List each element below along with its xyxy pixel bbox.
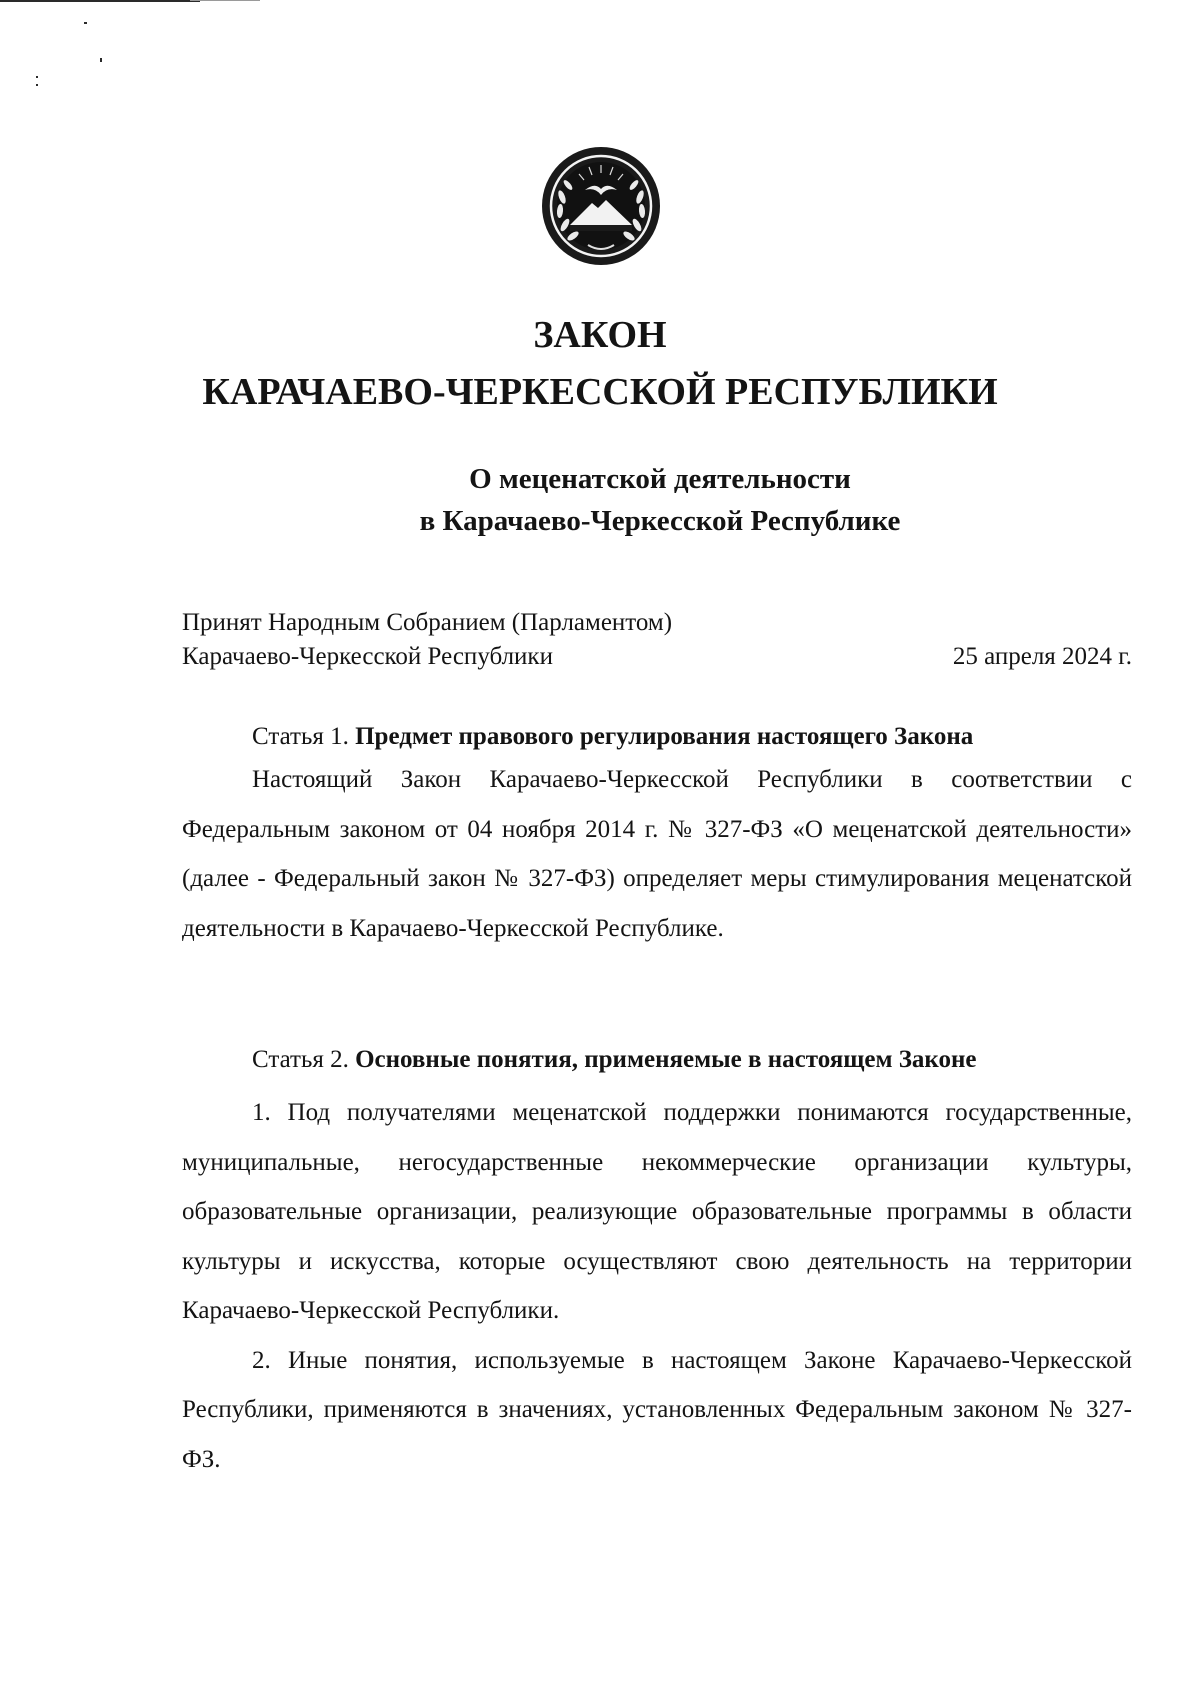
article-title: Основные понятия, применяемые в настоящем Законе <box>355 1046 977 1073</box>
scan-artifact-dot <box>36 84 38 86</box>
subtitle-line-1: О меценатской деятельности <box>469 463 851 495</box>
article-2 <box>182 1042 1132 1484</box>
article-heading <box>182 719 1132 755</box>
article-paragraph: 1. Под получателями меценатской поддержки понимаются государственные, муниципальные, негосударственные некоммерческие организации культуры, образовательные организации, реализующие образовательные программы в области культуры и искусства, которые осуществляют свою деятельность на территории Карачаево-Черкесской Республики. <box>182 1099 1132 1324</box>
article-paragraph: 2. Иные понятия, используемые в настоящем Законе Карачаево-Черкесской Республики, применяются в значениях, установленных Федеральным законом № 327-ФЗ. <box>182 1346 1132 1473</box>
scan-artifact-dot <box>84 22 87 24</box>
adopted-by-republic: Карачаево-Черкесской Республики <box>182 643 553 670</box>
article-1 <box>182 719 1132 953</box>
title-line-republic: КАРАЧАЕВО-ЧЕРКЕССКОЙ РЕСПУБЛИКИ <box>202 371 998 413</box>
karachay-cherkessia-coat-of-arms-icon <box>540 145 662 267</box>
article-label: Статья 1. <box>252 723 356 750</box>
scan-artifact-line <box>190 0 260 1</box>
subtitle-line-2: в Карачаево-Черкесской Республике <box>419 505 901 537</box>
article-label: Статья 2. <box>252 1046 356 1073</box>
adopted-by-line: Принят Народным Собранием (Парламентом) <box>182 609 673 636</box>
adoption-block <box>182 606 1132 674</box>
scan-artifact-dot <box>36 76 38 78</box>
article-title: Предмет правового регулирования настоящего Закона <box>355 723 974 750</box>
scan-artifact-line <box>0 0 200 2</box>
scan-artifact-dot <box>100 58 102 62</box>
title-line-law: ЗАКОН <box>533 314 667 356</box>
article-heading <box>182 1042 1132 1078</box>
document-subtitle <box>160 458 1160 542</box>
document-title <box>0 307 1200 421</box>
adoption-date: 25 апреля 2024 г. <box>952 643 1132 670</box>
article-paragraph: Настоящий Закон Карачаево-Черкесской Республики в соответствии с Федеральным законом от 04 ноября 2014 г. № 327-ФЗ «О меценатской деятельности» (далее - Федеральный закон № 327-ФЗ) определяет меры стимулирования меценатской деятельности в Карачаево-Черкесской Республике. <box>182 766 1132 942</box>
adopted-row <box>182 640 1132 674</box>
